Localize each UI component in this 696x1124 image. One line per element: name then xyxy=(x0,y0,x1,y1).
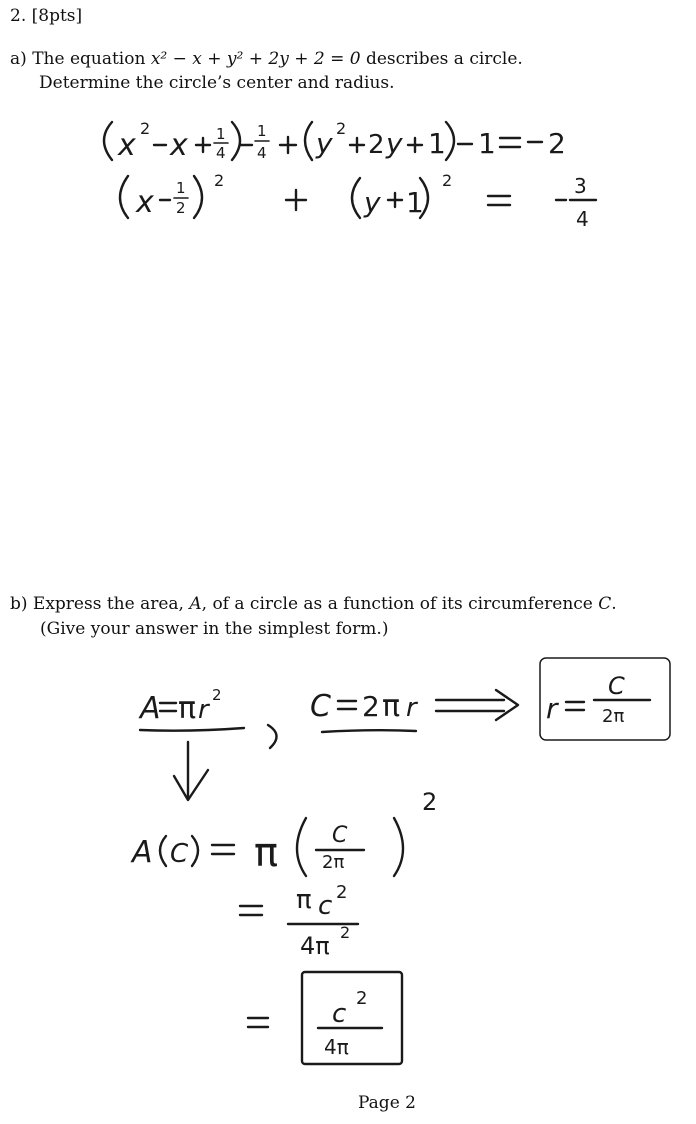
work-a-line2 xyxy=(120,171,596,231)
part-a-text-post: describes a circle. xyxy=(360,49,523,69)
svg-text:y: y xyxy=(316,127,333,160)
part-b-label: b) xyxy=(10,594,28,614)
svg-text:π: π xyxy=(382,689,401,724)
svg-text:1: 1 xyxy=(176,179,186,197)
svg-text:C: C xyxy=(310,689,331,724)
var-area: A xyxy=(189,594,202,614)
svg-text:2: 2 xyxy=(442,171,453,190)
svg-text:y: y xyxy=(386,127,403,160)
svg-text:C: C xyxy=(170,839,189,869)
svg-text:C: C xyxy=(332,823,348,848)
svg-text:π: π xyxy=(296,885,312,915)
svg-text:2: 2 xyxy=(176,199,186,217)
svg-text:2: 2 xyxy=(340,923,351,942)
problem-points: [8pts] xyxy=(31,6,83,26)
work-b-substitution xyxy=(130,788,437,876)
svg-text:1: 1 xyxy=(478,127,496,160)
work-b-answer xyxy=(248,972,402,1064)
work-b-area-formula xyxy=(138,686,244,731)
svg-text:A: A xyxy=(140,691,161,726)
svg-text:x: x xyxy=(170,128,188,163)
svg-text:4: 4 xyxy=(216,144,226,162)
part-b-text-mid: , of a circle as a function of its circumference xyxy=(201,594,599,614)
work-b-step xyxy=(240,882,358,960)
svg-text:4π: 4π xyxy=(324,1035,349,1059)
svg-text:1: 1 xyxy=(257,122,267,140)
svg-text:c: c xyxy=(318,891,333,921)
svg-text:r: r xyxy=(198,695,209,725)
svg-text:y: y xyxy=(364,186,381,219)
part-b-text-pre: Express the area, xyxy=(32,594,190,614)
part-a-label: a) xyxy=(10,49,27,69)
svg-text:2: 2 xyxy=(212,686,222,704)
svg-text:π: π xyxy=(254,830,279,876)
svg-text:2π: 2π xyxy=(322,852,345,873)
part-a-text-pre: The equation xyxy=(32,49,151,69)
part-b-prompt-line2: (Give your answer in the simplest form.) xyxy=(40,619,389,639)
page-number: Page 2 xyxy=(358,1093,416,1113)
svg-text:2: 2 xyxy=(362,690,380,723)
svg-text:c: c xyxy=(332,999,347,1029)
implies-arrow xyxy=(436,690,518,720)
svg-text:2: 2 xyxy=(548,127,566,160)
svg-text:2: 2 xyxy=(422,788,438,816)
svg-text:π: π xyxy=(178,691,197,726)
work-b-circ-formula xyxy=(310,689,419,732)
svg-text:2: 2 xyxy=(336,119,347,138)
part-a-equation: x² − x + y² + 2y + 2 = 0 xyxy=(150,49,361,69)
part-b-text-post: . xyxy=(611,594,617,614)
part-a-prompt-line2: Determine the circle’s center and radius. xyxy=(39,73,395,93)
svg-text:x: x xyxy=(136,185,154,220)
svg-text:4: 4 xyxy=(576,207,589,231)
svg-text:r: r xyxy=(406,693,417,723)
svg-text:2π: 2π xyxy=(602,706,625,727)
svg-text:2: 2 xyxy=(356,988,368,1009)
svg-text:1: 1 xyxy=(428,127,446,160)
svg-text:2: 2 xyxy=(336,882,348,903)
svg-text:4π: 4π xyxy=(300,932,330,960)
svg-text:2: 2 xyxy=(368,130,385,160)
down-arrow xyxy=(174,742,208,800)
svg-text:A: A xyxy=(132,835,153,870)
svg-text:2: 2 xyxy=(214,171,225,190)
svg-text:C: C xyxy=(608,672,625,700)
problem-number: 2. xyxy=(10,6,27,26)
var-circumference: C xyxy=(598,594,612,614)
work-b-radius xyxy=(540,658,670,740)
svg-text:1: 1 xyxy=(406,186,424,219)
svg-text:x: x xyxy=(118,128,136,163)
svg-text:r: r xyxy=(546,692,558,725)
comma-stroke xyxy=(268,725,277,748)
svg-text:2: 2 xyxy=(140,119,151,138)
svg-text:4: 4 xyxy=(257,144,267,162)
svg-text:1: 1 xyxy=(216,125,226,143)
svg-text:3: 3 xyxy=(574,174,587,198)
work-a-line1 xyxy=(104,119,566,163)
